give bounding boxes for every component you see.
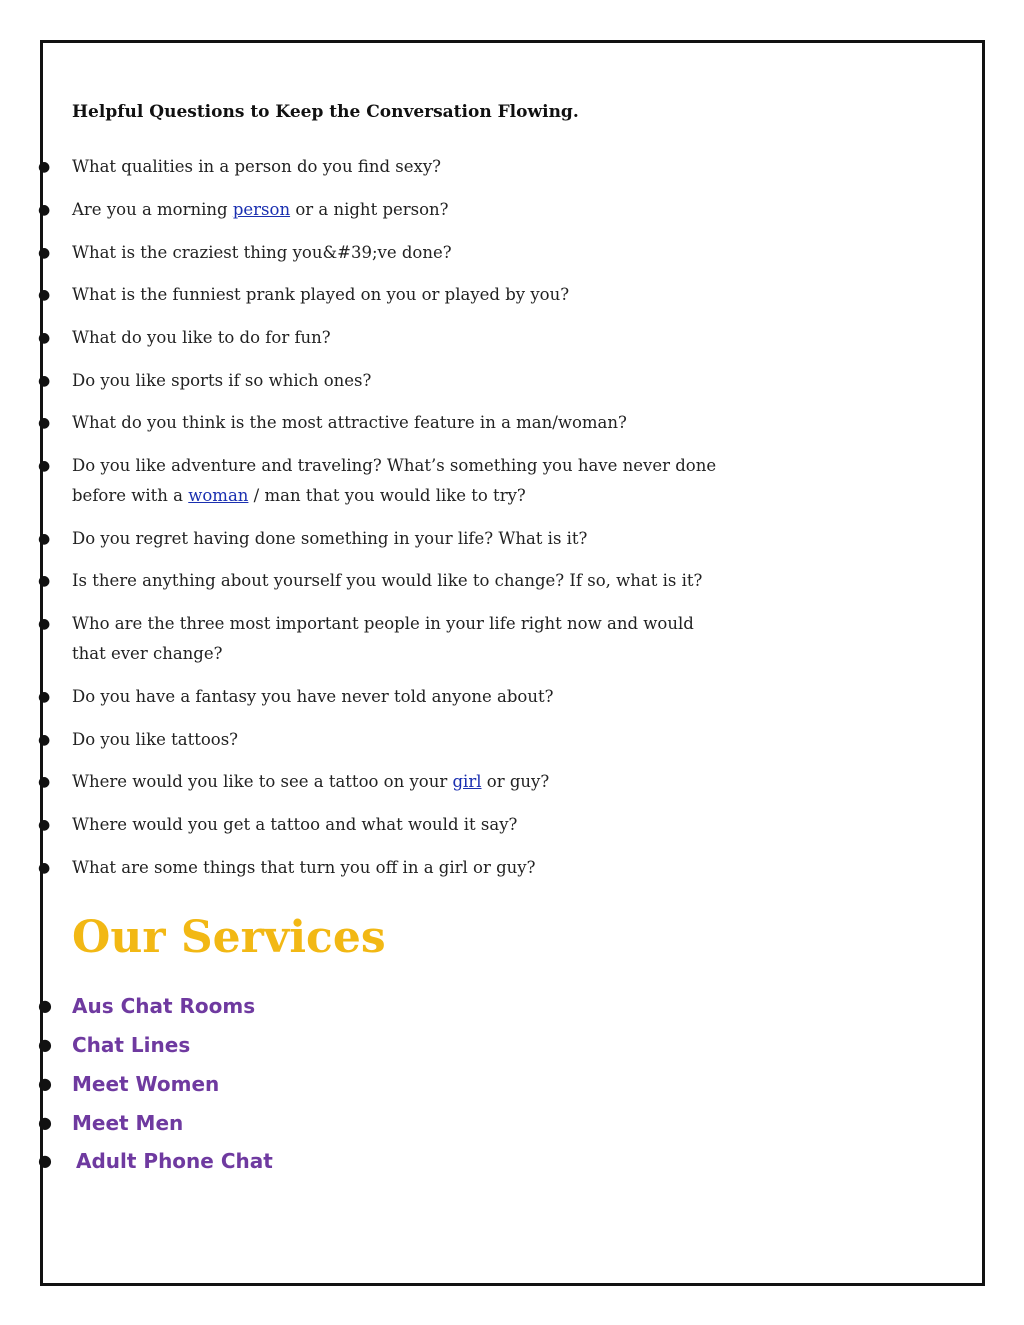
service-item-chat-lines[interactable] — [38, 1030, 191, 1060]
question-text: Where would you like to see a tattoo on your — [72, 772, 453, 791]
service-label: Meet Men — [72, 1111, 184, 1135]
question-text: What do you like to do for fun? — [72, 328, 331, 347]
question-text: or guy? — [481, 772, 550, 791]
list-item — [38, 853, 732, 883]
list-item — [38, 451, 732, 511]
list-item — [38, 280, 732, 310]
question-text: Do you regret having done something in your life? What is it? — [72, 529, 588, 548]
bullet-icon: ● — [38, 689, 51, 705]
document-heading: Helpful Questions to Keep the Conversation Flowing. — [72, 102, 579, 122]
list-item — [38, 408, 732, 438]
list-item — [38, 682, 732, 712]
bullet-icon: ● — [38, 1074, 52, 1093]
services-title: Our Services — [72, 912, 386, 963]
service-label: Aus Chat Rooms — [72, 994, 256, 1018]
question-text: Do you like adventure and traveling? What’s something you have never done before with a — [72, 456, 717, 505]
question-text: What qualities in a person do you find sexy? — [72, 157, 441, 176]
question-text: Who are the three most important people in your life right now and would that ever change? — [72, 614, 694, 663]
question-text: What do you think is the most attractive feature in a man/woman? — [72, 413, 627, 432]
service-item-adult-phone-chat[interactable] — [38, 1146, 273, 1176]
person-link[interactable]: person — [232, 200, 291, 219]
bullet-icon: ● — [38, 616, 51, 632]
list-item — [38, 609, 732, 669]
bullet-icon: ● — [38, 1151, 52, 1170]
question-text: Is there anything about yourself you would like to change? If so, what is it? — [72, 571, 703, 590]
bullet-icon: ● — [38, 817, 51, 833]
question-text: Do you have a fantasy you have never told anyone about? — [72, 687, 554, 706]
list-item — [38, 152, 732, 182]
service-item-aus-chat-rooms[interactable] — [38, 991, 256, 1021]
list-item — [38, 566, 732, 596]
bullet-icon: ● — [38, 458, 51, 474]
service-label: Chat Lines — [72, 1033, 191, 1057]
girl-link[interactable]: girl — [452, 772, 482, 791]
question-text: What is the craziest thing you&#39;ve done? — [72, 243, 452, 262]
bullet-icon: ● — [38, 373, 51, 389]
service-item-meet-women[interactable] — [38, 1069, 220, 1099]
bullet-icon: ● — [38, 860, 51, 876]
list-item — [38, 767, 732, 797]
question-text: Are you a morning — [72, 200, 233, 219]
service-item-meet-men[interactable] — [38, 1108, 184, 1138]
service-label: Adult Phone Chat — [76, 1149, 273, 1173]
bullet-icon: ● — [38, 996, 52, 1015]
bullet-icon: ● — [38, 330, 51, 346]
question-text: Do you like sports if so which ones? — [72, 371, 372, 390]
bullet-icon: ● — [38, 202, 51, 218]
question-text: Where would you get a tattoo and what would it say? — [72, 815, 518, 834]
bullet-icon: ● — [38, 1113, 52, 1132]
list-item — [38, 366, 732, 396]
question-text: or a night person? — [290, 200, 449, 219]
list-item — [38, 238, 732, 268]
bullet-icon: ● — [38, 531, 51, 547]
list-item — [38, 524, 732, 554]
bullet-icon: ● — [38, 1035, 52, 1054]
bullet-icon: ● — [38, 573, 51, 589]
bullet-icon: ● — [38, 245, 51, 261]
list-item — [38, 323, 732, 353]
bullet-icon: ● — [38, 159, 51, 175]
question-text: What is the funniest prank played on you or played by you? — [72, 285, 570, 304]
service-label: Meet Women — [72, 1072, 220, 1096]
list-item — [38, 810, 732, 840]
bullet-icon: ● — [38, 774, 51, 790]
question-text: Do you like tattoos? — [72, 730, 239, 749]
question-text: What are some things that turn you off in a girl or guy? — [72, 858, 536, 877]
list-item — [38, 195, 732, 225]
question-text: / man that you would like to try? — [248, 486, 526, 505]
bullet-icon: ● — [38, 732, 51, 748]
woman-link[interactable]: woman — [188, 486, 249, 505]
bullet-icon: ● — [38, 287, 51, 303]
list-item — [38, 725, 732, 755]
bullet-icon: ● — [38, 415, 51, 431]
